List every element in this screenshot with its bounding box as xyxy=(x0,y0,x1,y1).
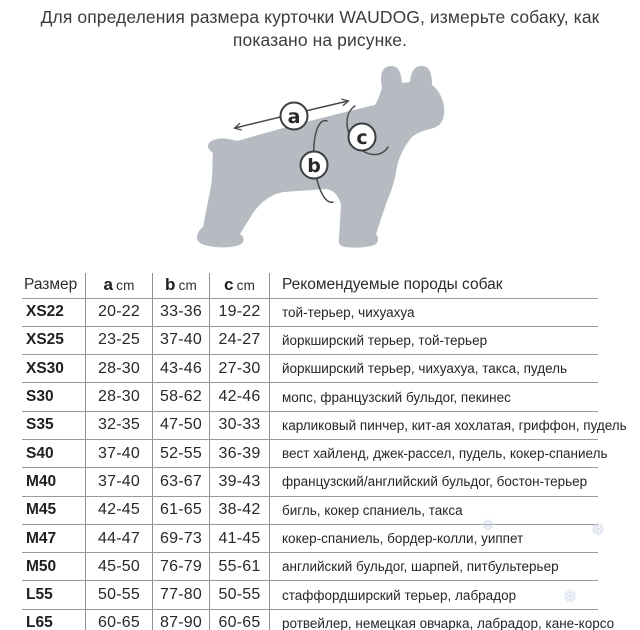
a-range-cell: 44-47 xyxy=(85,525,152,552)
table-row xyxy=(22,468,598,496)
a-range-cell: 42-45 xyxy=(85,497,152,524)
c-range-cell: 39-43 xyxy=(209,468,269,495)
b-range-cell: 33-36 xyxy=(152,299,209,326)
table-row xyxy=(22,355,598,383)
size-cell: XS25 xyxy=(26,331,64,349)
table-row xyxy=(22,412,627,440)
a-range-cell: 60-65 xyxy=(85,610,152,630)
breeds-cell: английский бульдог, шарпей, питбультерьер xyxy=(269,553,598,580)
snowflake-icon: ❅ xyxy=(562,587,578,608)
table-row xyxy=(22,581,598,609)
dog-measurement-diagram xyxy=(190,55,460,265)
breeds-cell: карликовый пинчер, кит-ая хохлатая, гриффон, пудель xyxy=(269,412,627,439)
b-range-cell: 47-50 xyxy=(152,412,209,439)
label-a-badge xyxy=(281,103,308,130)
breeds-cell: той-терьер, чихуахуа xyxy=(269,299,598,326)
snowflake-icon: ❅ xyxy=(481,516,496,535)
table-row xyxy=(22,610,615,630)
c-range-cell: 41-45 xyxy=(209,525,269,552)
b-range-cell: 63-67 xyxy=(152,468,209,495)
dog-diagram-svg xyxy=(190,55,460,265)
breeds-cell: йоркширский терьер, той-терьер xyxy=(269,327,598,354)
breeds-cell: ротвейлер, немецкая овчарка, лабрадор, кане-корсо xyxy=(269,610,614,630)
a-column-header xyxy=(85,273,152,298)
size-cell: XS30 xyxy=(26,359,64,377)
c-unit: cm xyxy=(236,277,256,293)
a-range-cell: 37-40 xyxy=(85,468,152,495)
table-header-row xyxy=(22,273,598,299)
breeds-column-header: Рекомендуемые породы собак xyxy=(269,273,598,298)
a-range-cell: 23-25 xyxy=(85,327,152,354)
size-cell: S40 xyxy=(26,444,54,462)
size-table-body xyxy=(22,299,627,630)
a-range-cell: 45-50 xyxy=(85,553,152,580)
b-range-cell: 52-55 xyxy=(152,440,209,467)
c-range-cell: 50-55 xyxy=(209,581,269,608)
a-range-cell: 37-40 xyxy=(85,440,152,467)
c-range-cell: 60-65 xyxy=(209,610,269,630)
size-cell: M50 xyxy=(26,557,57,575)
a-range-cell: 32-35 xyxy=(85,412,152,439)
size-cell: L65 xyxy=(26,614,53,630)
size-cell: M45 xyxy=(26,501,57,519)
breeds-cell: йоркширский терьер, чихуахуа, такса, пудель xyxy=(269,355,598,382)
c-range-cell: 19-22 xyxy=(209,299,269,326)
b-range-cell: 43-46 xyxy=(152,355,209,382)
table-row xyxy=(22,383,598,411)
a-unit: cm xyxy=(116,277,135,293)
label-c-badge xyxy=(349,124,376,151)
b-column-header xyxy=(152,273,209,298)
b-range-cell: 61-65 xyxy=(152,497,209,524)
breeds-cell: мопс, французский бульдог, пекинес xyxy=(269,383,598,410)
table-row xyxy=(22,327,598,355)
size-column-header: Размер xyxy=(24,276,78,294)
size-cell: S30 xyxy=(26,388,54,406)
table-row xyxy=(22,299,598,327)
table-row xyxy=(22,497,598,525)
a-letter: a xyxy=(103,275,114,295)
c-range-cell: 36-39 xyxy=(209,440,269,467)
b-letter: b xyxy=(165,275,176,295)
c-column-header xyxy=(209,273,269,298)
size-cell: M47 xyxy=(26,529,57,547)
a-range-cell: 28-30 xyxy=(85,355,152,382)
table-row xyxy=(22,553,598,581)
a-range-cell: 20-22 xyxy=(85,299,152,326)
b-range-cell: 37-40 xyxy=(152,327,209,354)
size-cell: XS22 xyxy=(26,303,64,321)
size-cell: S35 xyxy=(26,416,54,434)
breeds-cell: бигль, кокер спаниель, такса xyxy=(269,497,598,524)
a-range-cell: 28-30 xyxy=(85,383,152,410)
c-range-cell: 42-46 xyxy=(209,383,269,410)
breeds-cell: французский/английский бульдог, бостон-терьер xyxy=(269,468,598,495)
size-table xyxy=(22,273,627,630)
a-range-cell: 50-55 xyxy=(85,581,152,608)
b-range-cell: 58-62 xyxy=(152,383,209,410)
label-b-badge xyxy=(301,152,328,179)
c-range-cell: 27-30 xyxy=(209,355,269,382)
breeds-cell: кокер-спаниель, бордер-колли, уиппет xyxy=(269,525,598,552)
label-c: c xyxy=(356,127,368,149)
breeds-cell: стаффордширский терьер, лабрадор xyxy=(269,581,598,608)
size-cell: L55 xyxy=(26,586,53,604)
snowflake-icon: ❅ xyxy=(590,520,606,541)
size-cell: M40 xyxy=(26,472,57,490)
table-row xyxy=(22,525,598,553)
b-range-cell: 87-90 xyxy=(152,610,209,630)
b-range-cell: 69-73 xyxy=(152,525,209,552)
b-range-cell: 77-80 xyxy=(152,581,209,608)
c-range-cell: 24-27 xyxy=(209,327,269,354)
c-letter: c xyxy=(223,275,234,295)
c-range-cell: 38-42 xyxy=(209,497,269,524)
label-b: b xyxy=(307,155,321,177)
c-range-cell: 55-61 xyxy=(209,553,269,580)
b-unit: cm xyxy=(178,277,197,293)
page-title xyxy=(0,6,640,52)
page-title-line1: Для определения размера курточки WAUDOG, измерьте собаку, как xyxy=(40,7,600,27)
label-a: a xyxy=(287,106,301,128)
b-range-cell: 76-79 xyxy=(152,553,209,580)
breeds-cell: вест хайленд, джек-рассел, пудель, кокер-спаниель xyxy=(269,440,607,467)
table-row xyxy=(22,440,608,468)
page-title-line2: показано на рисунке. xyxy=(232,30,408,50)
c-range-cell: 30-33 xyxy=(209,412,269,439)
